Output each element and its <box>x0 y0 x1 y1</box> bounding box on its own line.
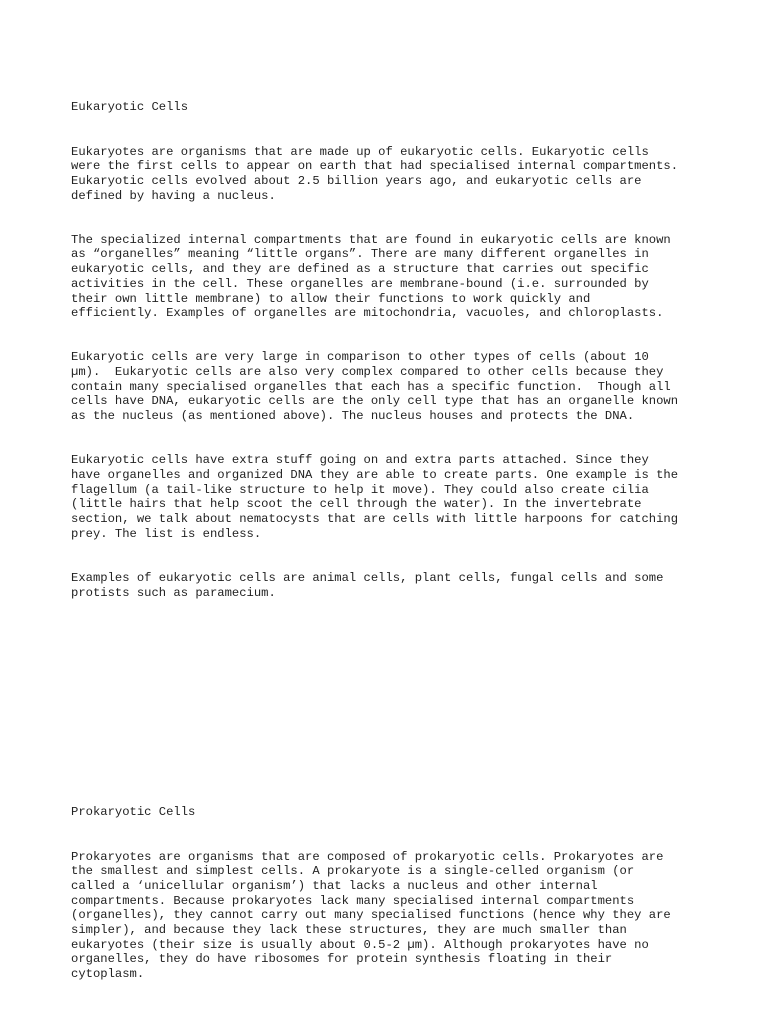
paragraph: Eukaryotic cells are very large in comparison to other types of cells (about 10 µm). Eukaryotic cells are also very complex compared to other cells because they contain many specialised organelles that each has a specific function. Though all cells have DNA, eukaryotic cells are the only cell type that has an organelle known as the nucleus (as mentioned above). The nucleus houses and protects the DNA. <box>71 350 679 424</box>
paragraph: Examples of eukaryotic cells are animal cells, plant cells, fungal cells and some protists such as paramecium. <box>71 570 664 600</box>
paragraph: Eukaryotes are organisms that are made up of eukaryotic cells. Eukaryotic cells were the first cells to appear on earth that had specialised internal compartments. Eukaryotic cells evolved about 2.5 billion years ago, and eukaryotic cells are defined by having a nucleus. <box>71 144 679 203</box>
prokaryotic-cells-section <box>71 776 711 1011</box>
paragraph: Eukaryotic cells have extra stuff going on and extra parts attached. Since they have organelles and organized DNA they are able to create parts. One example is the flagellum (a tail-like structure to help it move). They could also create cilia (little hairs that help scoot the cell through the water). In the invertebrate section, we talk about nematocysts that are cells with little harpoons for catching prey. The list is endless. <box>71 453 679 541</box>
paragraph: The specialized internal compartments that are found in eukaryotic cells are known as “organelles” meaning “little organs”. There are many different organelles in eukaryotic cells, and they are defined as a structure that carries out specific activities in the cell. These organelles are membrane-bound (i.e. surrounded by their own little membrane) to allow their functions to work quickly and efficiently. Examples of organelles are mitochondria, vacuoles, and chloroplasts. <box>71 232 671 321</box>
paragraph: Prokaryotes are organisms that are composed of prokaryotic cells. Prokaryotes are the smallest and simplest cells. A prokaryote is a single-celled organism (or called a ‘unicellular organism’) that lacks a nucleus and other internal compartments. Because prokaryotes lack many specialised internal compartments (organelles), they cannot carry out many specialised functions (hence why they are simpler), and because they lack these structures, they are much smaller than eukaryotes (their size is usually about 0.5-2 µm). Although prokaryotes have no organelles, they do have ribosomes for protein synthesis floating in their cytoplasm. <box>71 849 671 982</box>
eukaryotic-cells-section <box>71 71 711 630</box>
section-heading: Prokaryotic Cells <box>71 805 196 820</box>
section-heading: Eukaryotic Cells <box>71 100 189 115</box>
